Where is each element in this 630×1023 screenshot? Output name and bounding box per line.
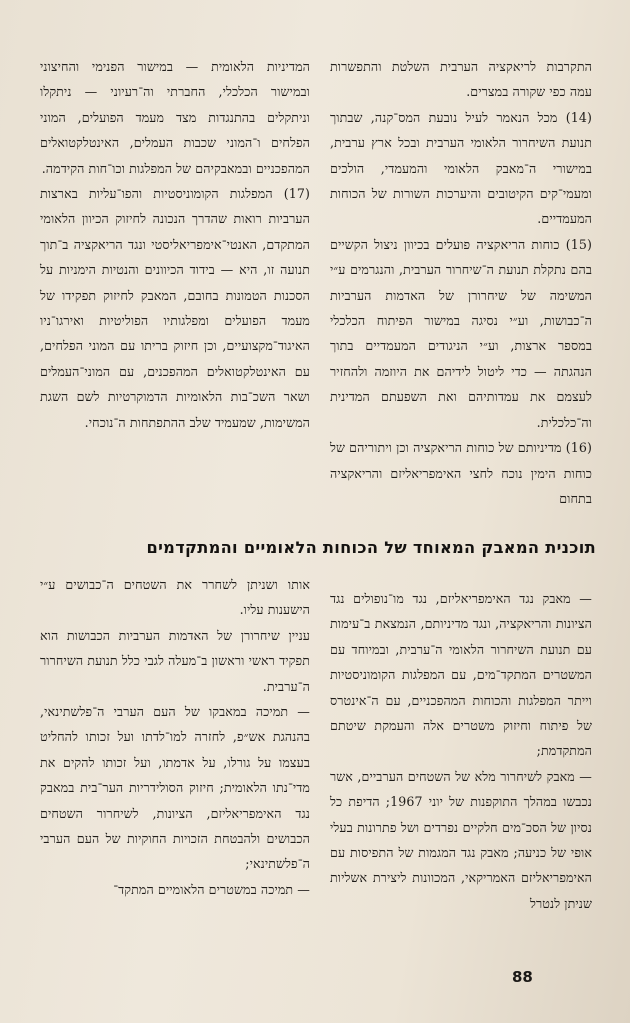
paragraph: — תמיכה במאבקו של העם הערבי ה־פלשתינאי, בהנהגת אש״פ, לחזרה למו־לדתו ועל זכותו להחליט בעצמו על גורלו, על אדמתו, ועל זכותו להקים את מדי־נתו הלאומית; חיזוק הסולידריות הער־בית במאבק נגד האימפריאליזם, הציונות, לשיחרור השטחים הכבושים ולהבטחת הזכויות החוקיות של העם הערבי ה־פלשתינאי; [40,704,310,872]
left-column-bottom [40,572,310,902]
paragraph: — מאבק נגד האימפריאליזם, נגד מו־נופולים נגד הציונות והריאקציה, ונגד מדיניותם, הנמצאת ב־עימות עם תנועת השיחרור הלאומי ה־ערבית, ובמיוחד עם המשטרים המתקד־מים, עם המפלגות הקומוניסטיות וייתר המפלגות והכוחות המהפכניים, עם ה־אינטרס של פיתוח וחיזוק משטרים אלה והעמקת שיטתם המתקדמת; [330,591,592,759]
paragraph: (17) המפלגות הקומוניסטיות והפו־עליות בארצות הערביות רואות שהדרך הנכונה לחיזוק הכיוון הלאומי המתקדם, האנטי־אימפריאליסטי ונגד הריאקציה ב־תוך תנועה זו, היא — בידוד הכיוונים והנטיות הימניות על הסכנות הטמונות בחובם, המאבק לחיזוק תפקידו של מעמד הפועלים ומפלגותיו הפוליטיות ואירגו־ניו האיגוד־מקצועיים, וכן חיזוק בריתו עם המוני הפלחים, עם האינטלקטואלים המהפכנים, עם המוני־העמלים ושאר השכ־בות הלאומיות הדמוקרטיות לשם השגת המשימות, שמעמיד שלב ההתפתחות ה־נוכחי. [40,186,310,430]
page-number: 88 [512,968,533,986]
paragraph: עניין שיחרורן של האדמות הערביות הכבושות הוא תפקיד ראשי וראשון ב־מעלה לגבי כלל תנועת השיחרור ה־ערבית. [40,627,310,694]
right-column-top [330,54,592,511]
paragraph: (15) כוחות הריאקציה פועלים בכיוון ניצול הקשיים בהם נתקלת תנועת ה־שיחרור הערבית, והנגרמים ע״י המשימה של שיחרורן של האדמות הערביות ה־כבושות, וע״י נסיגה במישור הפיתוח הכלכלי במספר ארצות, וע״י הניגודים המעמדיים בתוך הנהגתה — כדי ליטול לידיהם את היוזמה ולהחזיר לעצמם את עמדותיהם ואת השפעתם המדינית וה־כלכלית. [330,236,592,430]
paragraph: המדיניות הלאומית — במישור הפנימי והחיצוני ובמישור הכלכלי, החברתי וה־רעיוני — ניתקלו וניתקלים בהתנגדות מצד מעמד הפועלים, המוני הפלחים ו־המוני שכבות העמלים, האינטלקטואלים המהפכניים ובמאבקיהם של המפלגות וכו־חות הקידמה. [40,59,310,176]
section-heading: תוכנית המאבק המאוחד של הכוחות הלאומיים והמתקדמים [146,538,596,557]
paragraph: — מאבק לשיחרור מלא של השטחים הערביים, אשר נכבשו במהלך התוקפנות של יוני 1967; הדיפת כל נסיון של הסכ־מים חלקיים נפרדים ושל פתרונות בעלי אופי של כניעה; מאבק נגד המגמות של התפיסות עם האימפריאליזם האמריקאי, המכוונות ליצירת אשליות שניתן לנטרל [330,768,592,911]
paragraph: — תמיכה במשטרים הלאומיים המתקד־ [113,881,310,897]
paragraph: (16) מדיניותם של כוחות הריאקציה וכן ויתוריהם של כוחות הימין נוכח לחצי האימפריאליזם והריאקציה בתחום [330,440,592,506]
left-column-top [40,54,310,435]
paragraph: אותו ושניתן לשחרר את השטחים ה־כבושים ע״י הישענות עליו. [40,577,310,618]
paragraph: (14) מכל הנאמר לעיל נובעת המס־קנה, שבתוך תנועת השיחרור הלאומי הערבית ובכל ארץ ערבית, במישורי ה־מאבק הלאומי והמעמדי, הולכים ומעמי־קים הקיטובים והיערכות השורות של הכוחות המעמדיים. [330,109,592,227]
right-column-bottom [330,586,592,916]
paragraph: התקרבות לריאקציה הערבית השלטת והתפשרות עמה כפי שקורה במצרים. [330,59,592,100]
